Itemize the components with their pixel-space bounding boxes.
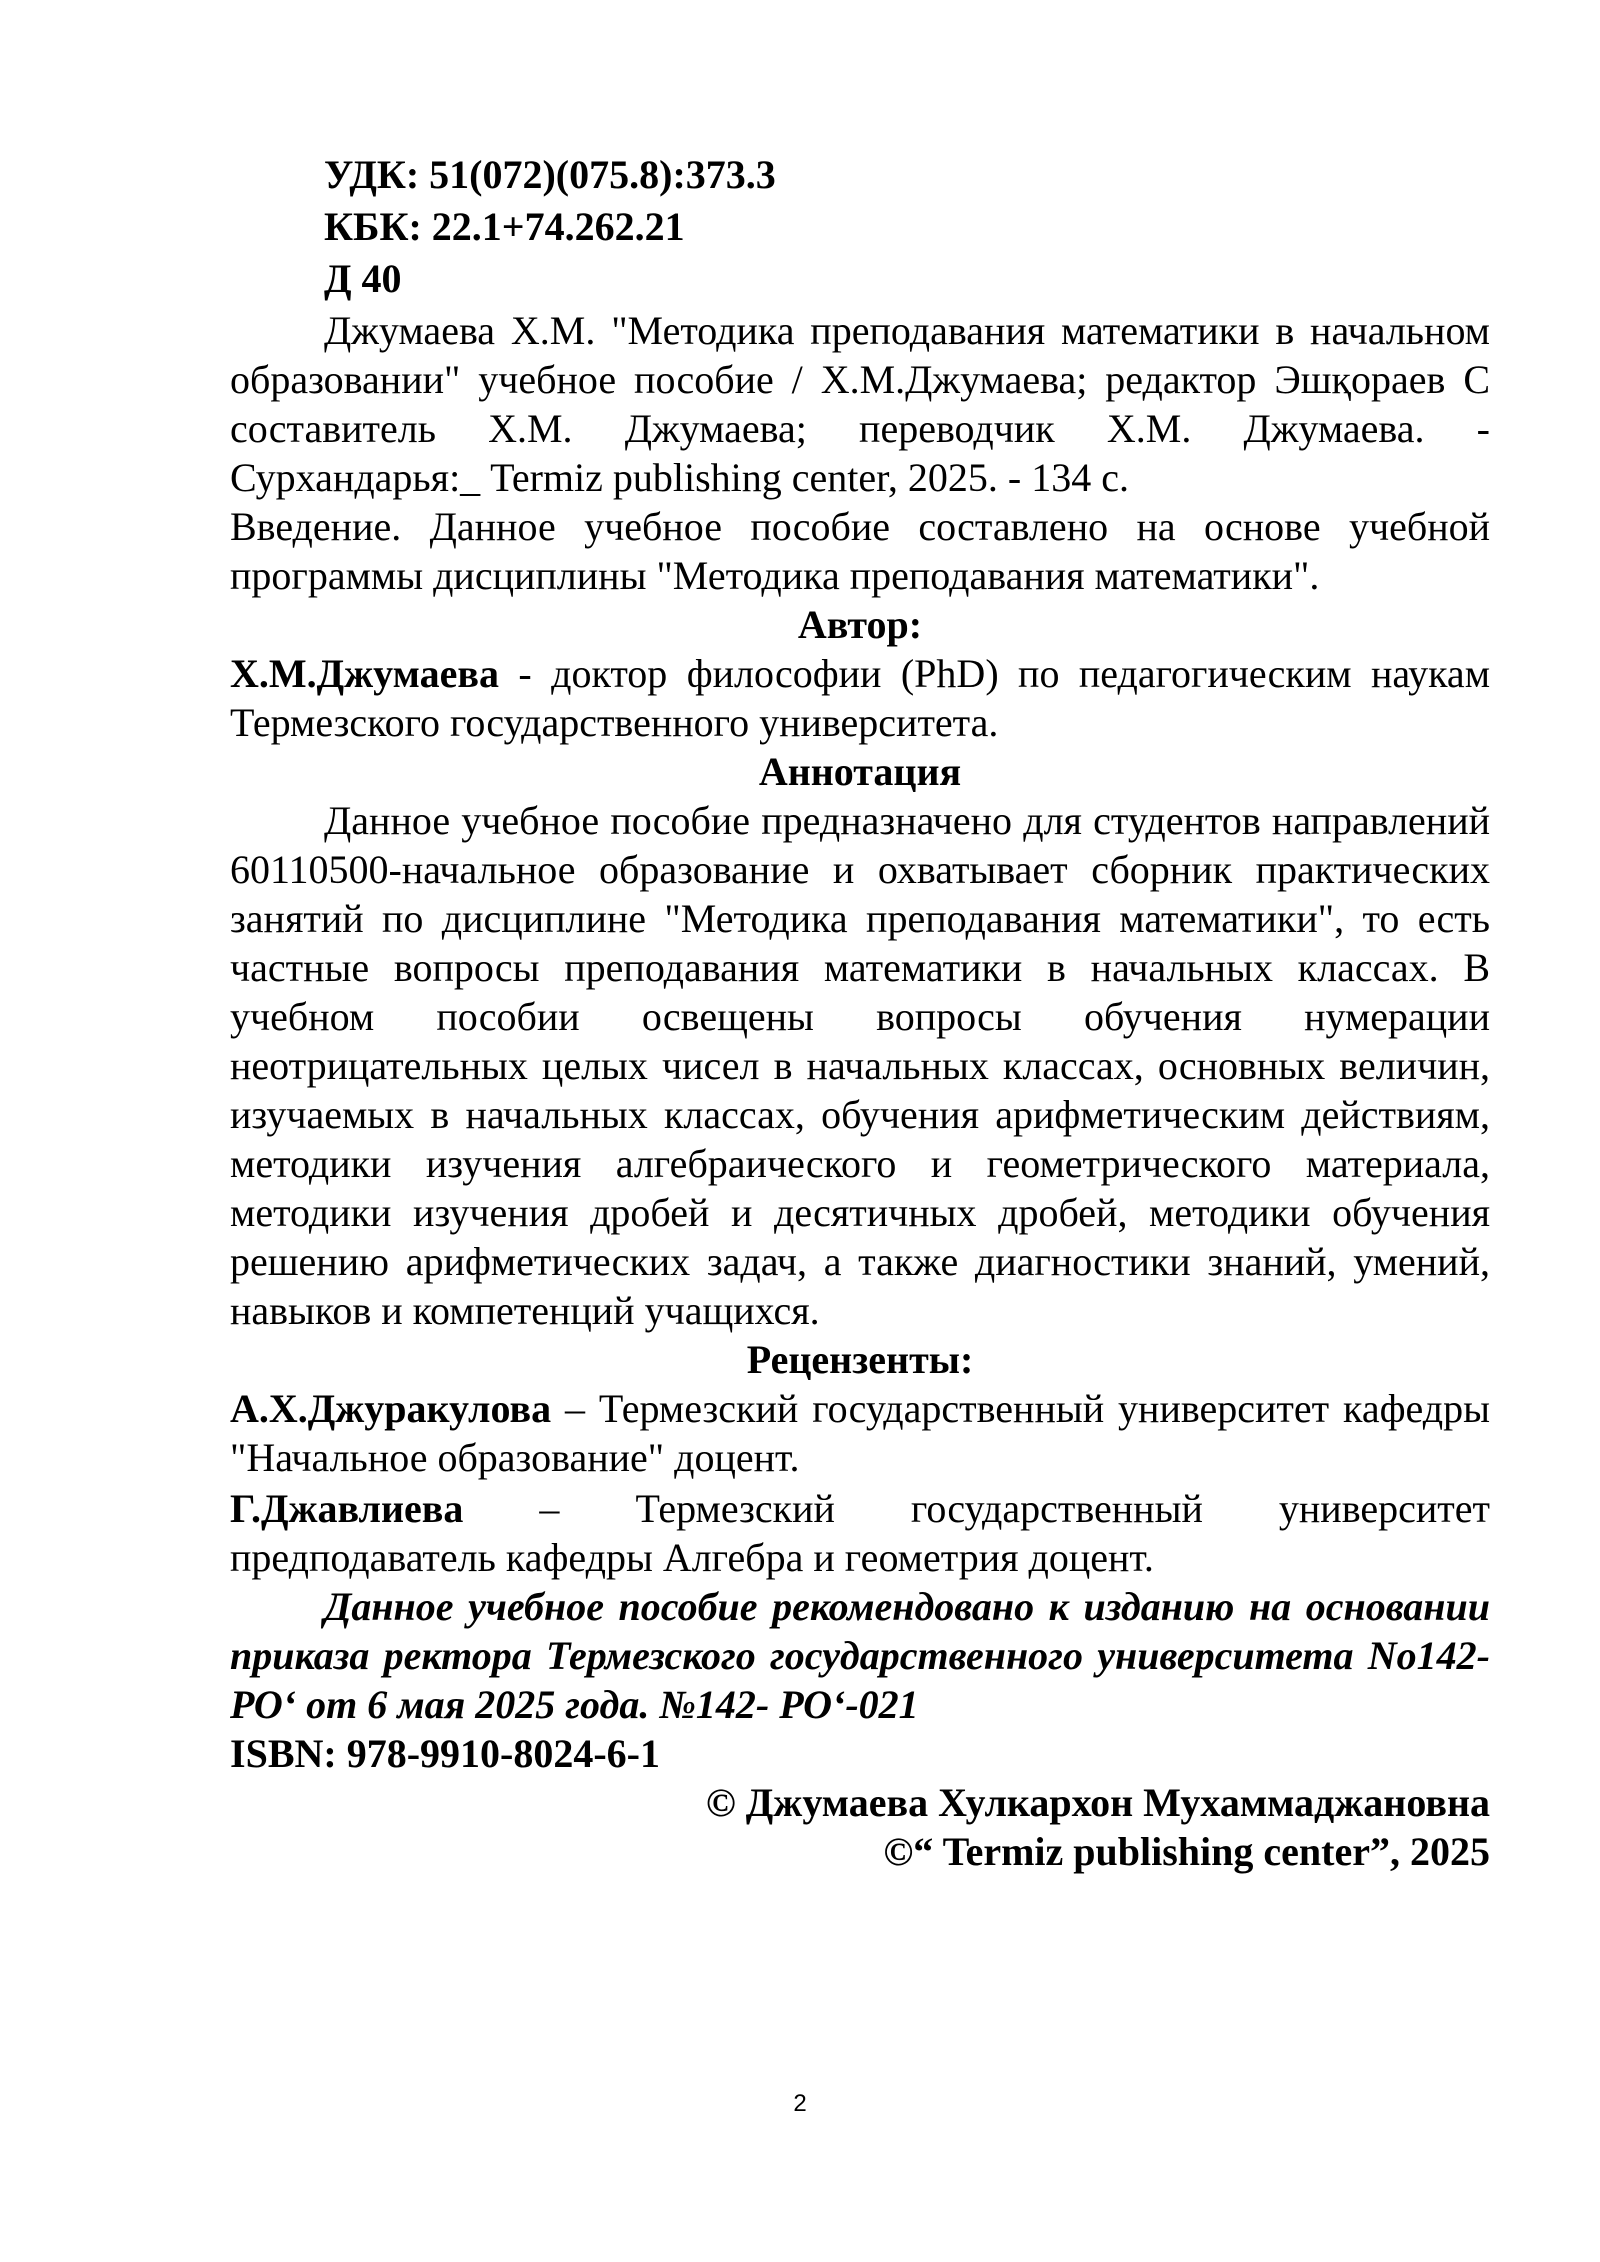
annotation-heading: Аннотация [758,749,962,794]
reviewer-name: А.Х.Джуракулова [230,1386,552,1431]
copyright-publisher: ©“ Termiz publishing center”, 2025 [883,1829,1490,1874]
recommendation-text: Данное учебное пособие рекомендовано к изданию на основании приказа ректора Термезского государственного университета No142-РО‘ от 6 мая 2025 года. №142- РО‘-021 [230,1584,1490,1727]
udk-code: УДК: 51(072)(075.8):373.3 [324,152,776,197]
isbn: ISBN: 978-9910-8024-6-1 [230,1731,660,1776]
reviewers-heading: Рецензенты: [746,1337,974,1382]
author-name: Х.М.Джумаева [230,651,499,696]
copyright-author: © Джумаева Хулкархон Мухаммаджановна [705,1780,1490,1825]
reviewer-description: – Термезский государственный университет предподаватель кафедры Алгебра и геометрия доцент. [230,1486,1490,1580]
introduction-text: Введение. Данное учебное пособие составлено на основе учебной программы дисциплины "Методика преподавания математики". [230,504,1490,598]
author-info [230,649,1490,747]
kbk-code: КБК: 22.1+74.262.21 [324,204,685,249]
reviewer-name: Г.Джавлиева [230,1486,464,1531]
annotation-text: Данное учебное пособие предназначено для студентов направлений 60110500-начальное образование и охватывает сборник практических занятий по дисциплине "Методика преподавания математики", то есть частные вопросы преподавания математики в начальных классах. В учебном пособии освещены вопросы обучения нумерации неотрицательных целых чисел в начальных классах, основных величин, изучаемых в начальных классах, обучения арифметическим действиям, методики изучения алгебраического и геометрического материала, методики изучения дробей и десятичных дробей, методики обучения решению арифметических задач, а также диагностики знаний, умений, навыков и компетенций учащихся. [230,798,1490,1333]
bibliographic-description: Джумаева Х.М. "Методика преподавания математики в начальном образовании" учебное пособие / Х.М.Джумаева; редактор Эшқораев С составитель Х.М. Джумаева; переводчик Х.М. Джумаева. - Сурхандарья:_ Termiz publishing center, 2025. - 134 с. [230,308,1490,500]
author-heading: Автор: [797,602,923,647]
page-number: 2 [793,2090,807,2117]
reviewer-item [230,1484,1490,1582]
author-mark-code: Д 40 [324,256,402,301]
reviewer-item [230,1384,1490,1482]
document-page [230,150,1490,1876]
reviewer-description: – Термезский государственный университет кафедры "Начальное образование" доцент. [230,1386,1490,1480]
author-description: - доктор философии (PhD) по педагогическим наукам Термезского государственного университета. [230,651,1490,745]
